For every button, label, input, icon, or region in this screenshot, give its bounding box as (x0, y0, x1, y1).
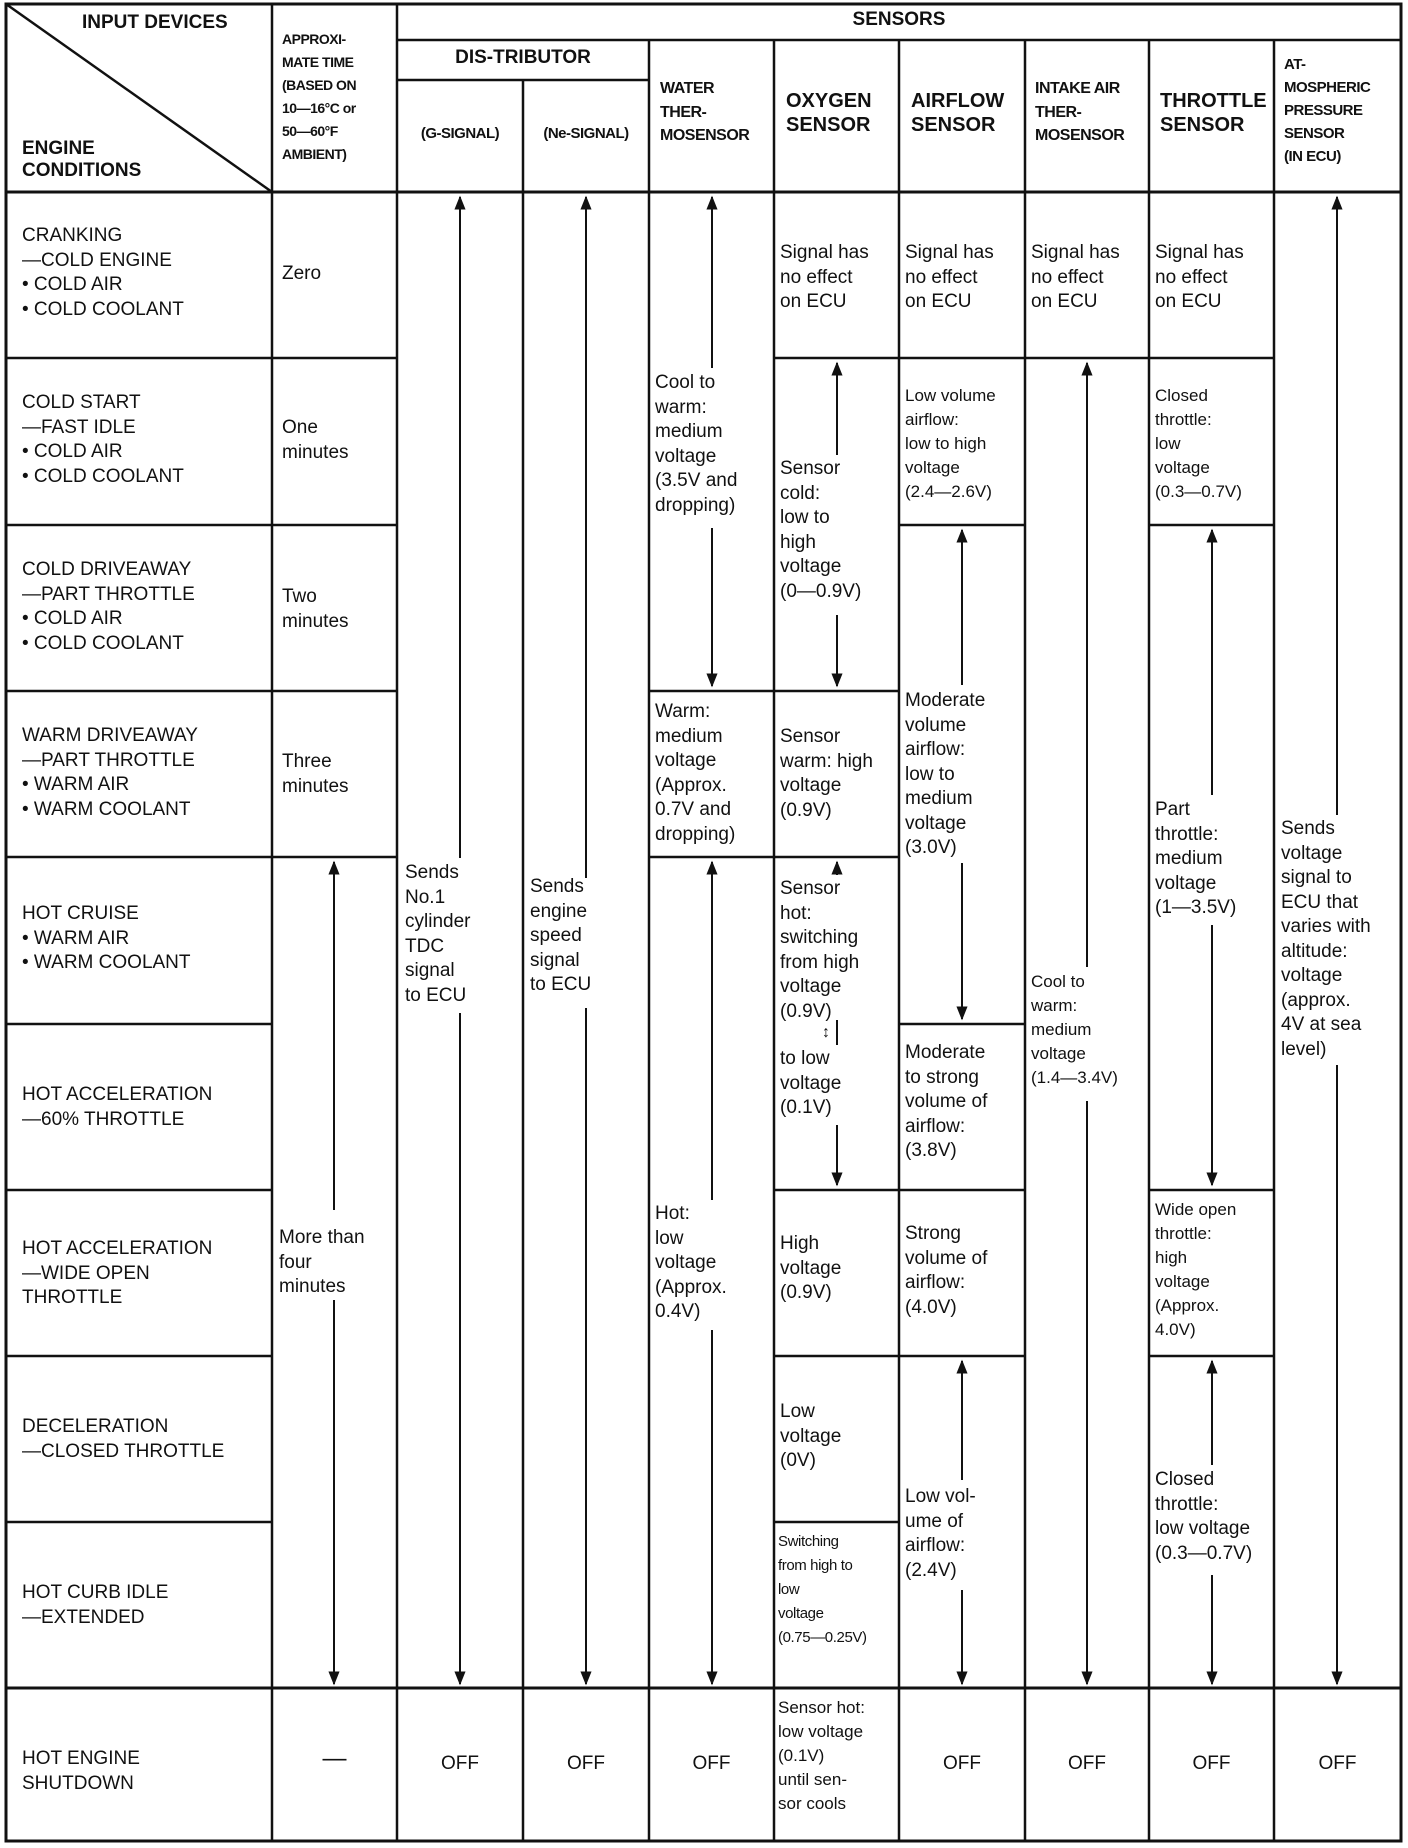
oxygen-cold: Sensor cold: low to high voltage (0—0.9V) (780, 458, 862, 602)
condition-cranking: CRANKING —COLD ENGINE • COLD AIR • COLD COOLANT (22, 225, 184, 320)
oxygen-hot-switching: Sensor hot: switching from high voltage (0.9V) (780, 878, 860, 1022)
off-throttle: OFF (1192, 1753, 1231, 1774)
condition-hot-shutdown: HOT ENGINE SHUTDOWN (22, 1748, 140, 1794)
water-thermosensor-header: WATER THER- MOSENSOR (660, 80, 750, 144)
condition-hot-acceleration-60: HOT ACCELERATION —60% THROTTLE (22, 1084, 213, 1130)
oxygen-switch-icon: ↕ (822, 1024, 830, 1041)
water-cool-to-warm: Cool to warm: medium voltage (3.5V and dropping) (655, 372, 738, 516)
oxygen-high-voltage: High voltage (0.9V) (780, 1233, 842, 1303)
intake-cool-to-warm: Cool to warm: medium voltage (1.4—3.4V) (1031, 972, 1118, 1087)
condition-hot-acceleration-wot: HOT ACCELERATION —WIDE OPEN THROTTLE (22, 1238, 213, 1308)
time-three: Three minutes (282, 751, 349, 797)
airflow-low-vol: Low vol- ume of airflow: (2.4V) (905, 1486, 976, 1581)
time-shutdown: — (322, 1745, 347, 1772)
airflow-moderate-strong: Moderate to strong volume of airflow: (3.8V) (905, 1042, 988, 1161)
airflow-strong: Strong volume of airflow: (4.0V) (905, 1223, 988, 1318)
condition-cold-start: COLD START —FAST IDLE • COLD AIR • COLD COOLANT (22, 392, 184, 487)
condition-hot-curb-idle: HOT CURB IDLE —EXTENDED (22, 1582, 169, 1628)
condition-hot-cruise: HOT CRUISE • WARM AIR • WARM COOLANT (22, 903, 191, 973)
oxygen-no-effect: Signal has no effect on ECU (780, 242, 869, 312)
airflow-sensor-header: AIRFLOW SENSOR (911, 90, 1005, 136)
atmospheric-sensor-header: AT- MOSPHERIC PRESSURE SENSOR (IN ECU) (1284, 56, 1371, 165)
time-zero: Zero (282, 263, 322, 284)
atmospheric-signal: Sends voltage signal to ECU that varies with altitude: voltage (approx. 4V at sea level) (1281, 818, 1371, 1060)
throttle-closed: Closed throttle: low voltage (0.3—0.7V) (1155, 386, 1242, 501)
engine-conditions-label: ENGINE CONDITIONS (22, 138, 142, 181)
oxygen-hot-low: to low voltage (0.1V) (780, 1048, 842, 1118)
airflow-low-volume: Low volume airflow: low to high voltage (2.4—2.6V) (905, 386, 996, 501)
condition-cold-driveaway: COLD DRIVEAWAY —PART THROTTLE • COLD AIR • COLD COOLANT (22, 559, 195, 654)
throttle-sensor-header: THROTTLE SENSOR (1160, 90, 1267, 136)
off-water: OFF (692, 1753, 731, 1774)
throttle-no-effect: Signal has no effect on ECU (1155, 242, 1244, 312)
throttle-wide-open: Wide open throttle: high voltage (Approx. 4.0V) (1155, 1200, 1237, 1339)
oxygen-sensor-header: OXYGEN SENSOR (786, 90, 872, 136)
off-intake: OFF (1068, 1753, 1106, 1774)
off-atmospheric: OFF (1318, 1753, 1357, 1774)
off-g-signal: OFF (441, 1753, 479, 1774)
g-signal-text: Sends No.1 cylinder TDC signal to ECU (405, 862, 471, 1006)
throttle-closed-decel: Closed throttle: low voltage (0.3—0.7V) (1155, 1469, 1253, 1564)
oxygen-idle-switching: Switching from high to low voltage (0.75—0.25V) (778, 1533, 867, 1646)
off-airflow: OFF (943, 1753, 981, 1774)
airflow-no-effect: Signal has no effect on ECU (905, 242, 994, 312)
ne-signal-text: Sends engine speed signal to ECU (530, 876, 592, 995)
condition-deceleration: DECELERATION —CLOSED THROTTLE (22, 1416, 225, 1462)
off-ne-signal: OFF (567, 1753, 605, 1774)
time-more-than-four: More than four minutes (279, 1227, 365, 1297)
airflow-moderate: Moderate volume airflow: low to medium voltage (3.0V) (905, 690, 986, 858)
time-two: Two minutes (282, 586, 349, 632)
time-header: APPROXI- MATE TIME (BASED ON 10—16°C or 50—60°F AMBIENT) (282, 31, 357, 162)
time-one: One minutes (282, 417, 349, 463)
intake-air-thermosensor-header: INTAKE AIR THER- MOSENSOR (1035, 80, 1125, 144)
ne-signal-header: (Ne-SIGNAL) (543, 125, 629, 142)
oxygen-shutdown: Sensor hot: low voltage (0.1V) until sen- sor cools (778, 1698, 865, 1813)
g-signal-header: (G-SIGNAL) (420, 125, 500, 142)
intake-no-effect: Signal has no effect on ECU (1031, 242, 1120, 312)
sensors-header: SENSORS (852, 9, 946, 30)
water-hot: Hot: low voltage (Approx. 0.4V) (655, 1203, 727, 1322)
condition-warm-driveaway: WARM DRIVEAWAY —PART THROTTLE • WARM AIR • WARM COOLANT (22, 725, 198, 820)
water-warm: Warm: medium voltage (Approx. 0.7V and dropping) (655, 701, 736, 845)
oxygen-low-voltage: Low voltage (0V) (780, 1401, 842, 1471)
input-devices-label: INPUT DEVICES (82, 12, 228, 33)
oxygen-warm: Sensor warm: high voltage (0.9V) (780, 726, 873, 821)
throttle-part: Part throttle: medium voltage (1—3.5V) (1155, 799, 1237, 918)
distributor-header: DIS-TRIBUTOR (455, 47, 591, 68)
